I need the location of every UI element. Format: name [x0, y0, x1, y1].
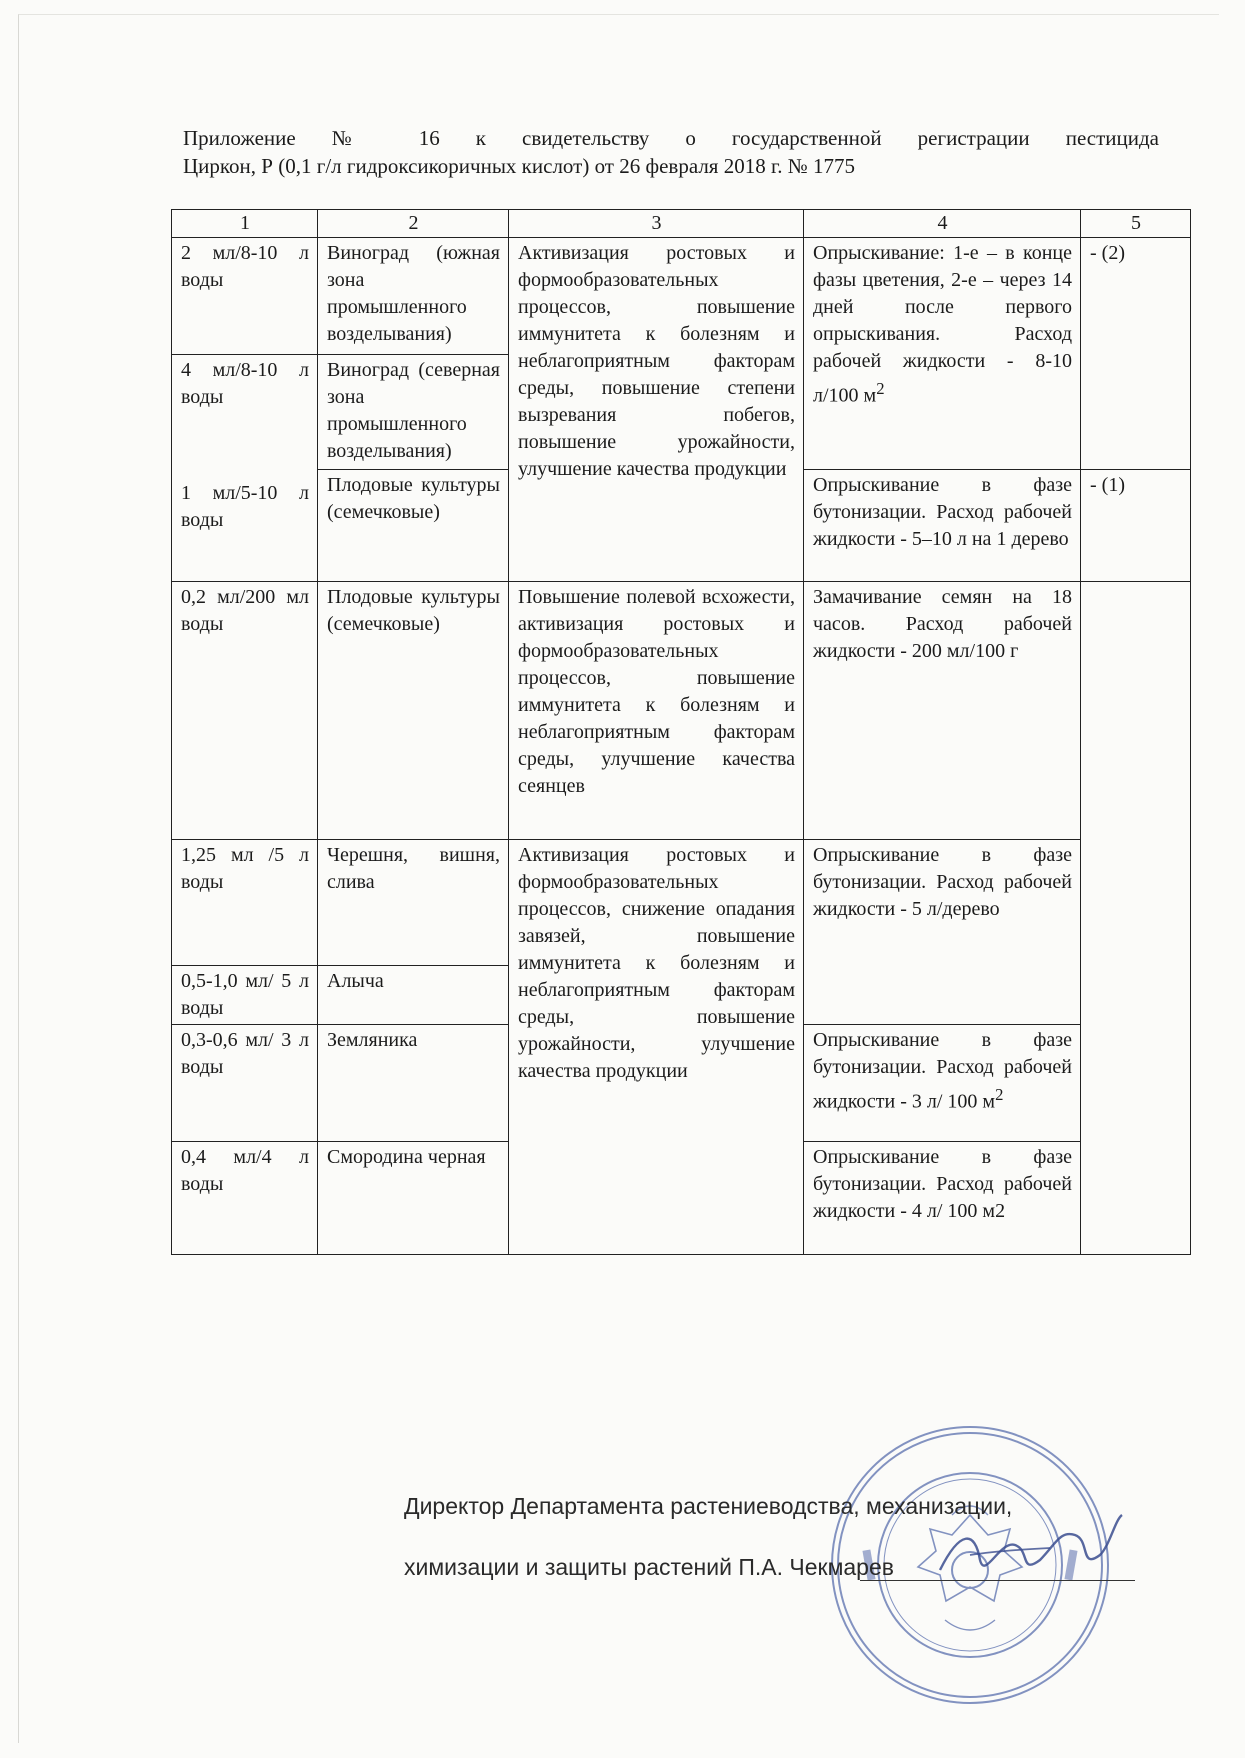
table-row — [172, 840, 1191, 966]
column-header: 1 — [172, 210, 318, 238]
method-cell: Опрыскивание в фазе бутонизации. Расход рабочей жидкости - 4 л/ 100 м2 — [804, 1142, 1081, 1255]
dosage-cell: 0,3-0,6 мл/ 3 л воды — [172, 1025, 318, 1142]
method-text: Опрыскивание: 1-е – в конце фазы цветения, 2-е – через 14 дней после первого опрыскивания. Расход рабочей жидкости - 8-10 л/100 м — [813, 242, 1072, 407]
crop-cell: Алыча — [318, 966, 509, 1025]
table-header-row — [172, 210, 1191, 238]
superscript: 2 — [876, 379, 885, 398]
purpose-cell: Активизация ростовых и формообразовательных процессов, повышение иммунитета к болезням и неблагоприятным факторам среды, повышение степени вызревания побегов, повышение урожайности, улучшение качества продукции — [509, 238, 804, 582]
purpose-cell: Повышение полевой всхожести, активизация ростовых и формообразовательных процессов, повышение иммунитета к болезням и неблагоприятным факторам среды, улучшение качества сеянцев — [509, 582, 804, 840]
dosage-cell: 4 мл/8-10 л воды — [172, 355, 318, 470]
crop-cell: Плодовые культуры (семечковые) — [318, 582, 509, 840]
treatments-cell — [1081, 582, 1191, 1255]
treatments-cell: - (2) — [1081, 238, 1191, 470]
crop-cell: Виноград (северная зона промышленного возделывания) — [318, 355, 509, 470]
method-cell: Замачивание семян на 18 часов. Расход рабочей жидкости - 200 мл/100 г — [804, 582, 1081, 840]
table-row — [172, 582, 1191, 840]
method-text: Опрыскивание в фазе бутонизации. Расход рабочей жидкости - 3 л/ 100 м — [813, 1029, 1072, 1113]
document-header — [183, 124, 1159, 180]
table-row — [172, 238, 1191, 355]
column-header: 4 — [804, 210, 1081, 238]
dosage-cell: 0,5-1,0 мл/ 5 л воды — [172, 966, 318, 1025]
column-header: 2 — [318, 210, 509, 238]
dosage-cell: 2 мл/8-10 л воды — [172, 238, 318, 355]
column-header: 3 — [509, 210, 804, 238]
header-line-1: Приложение № 16 к свидетельству о государственной регистрации пестицида — [183, 126, 1159, 150]
crop-cell: Земляника — [318, 1025, 509, 1142]
dosage-cell: 1,25 мл /5 л воды — [172, 840, 318, 966]
method-cell: Опрыскивание в фазе бутонизации. Расход рабочей жидкости - 5 л/дерево — [804, 840, 1081, 1025]
crop-cell: Смородина черная — [318, 1142, 509, 1255]
crop-cell: Плодовые культуры (семечковые) — [318, 470, 509, 582]
registration-table — [171, 209, 1191, 1255]
superscript: 2 — [995, 1085, 1004, 1104]
dosage-cell: 0,4 мл/4 л воды — [172, 1142, 318, 1255]
crop-cell: Черешня, вишня, слива — [318, 840, 509, 966]
signature-line-2: химизации и защиты растений П.А. Чекмарев — [404, 1554, 894, 1580]
method-cell — [804, 238, 1081, 470]
method-cell — [804, 1025, 1081, 1142]
column-header: 5 — [1081, 210, 1191, 238]
dosage-cell: 0,2 мл/200 мл воды — [172, 582, 318, 840]
signature-underline — [860, 1580, 1135, 1581]
treatments-cell: - (1) — [1081, 470, 1191, 582]
crop-cell: Виноград (южная зона промышленного возделывания) — [318, 238, 509, 355]
dosage-cell: 1 мл/5-10 л воды — [172, 470, 318, 582]
purpose-cell: Активизация ростовых и формообразовательных процессов, снижение опадания завязей, повышение иммунитета к болезням и неблагоприятным факторам среды, повышение урожайности, улучшение качества продукции — [509, 840, 804, 1255]
signature-line-1: Директор Департамента растениеводства, механизации, — [404, 1493, 1013, 1519]
header-line-2: Циркон, Р (0,1 г/л гидроксикоричных кислот) от 26 февраля 2018 г. № 1775 — [183, 154, 855, 178]
method-cell: Опрыскивание в фазе бутонизации. Расход рабочей жидкости - 5–10 л на 1 дерево — [804, 470, 1081, 582]
